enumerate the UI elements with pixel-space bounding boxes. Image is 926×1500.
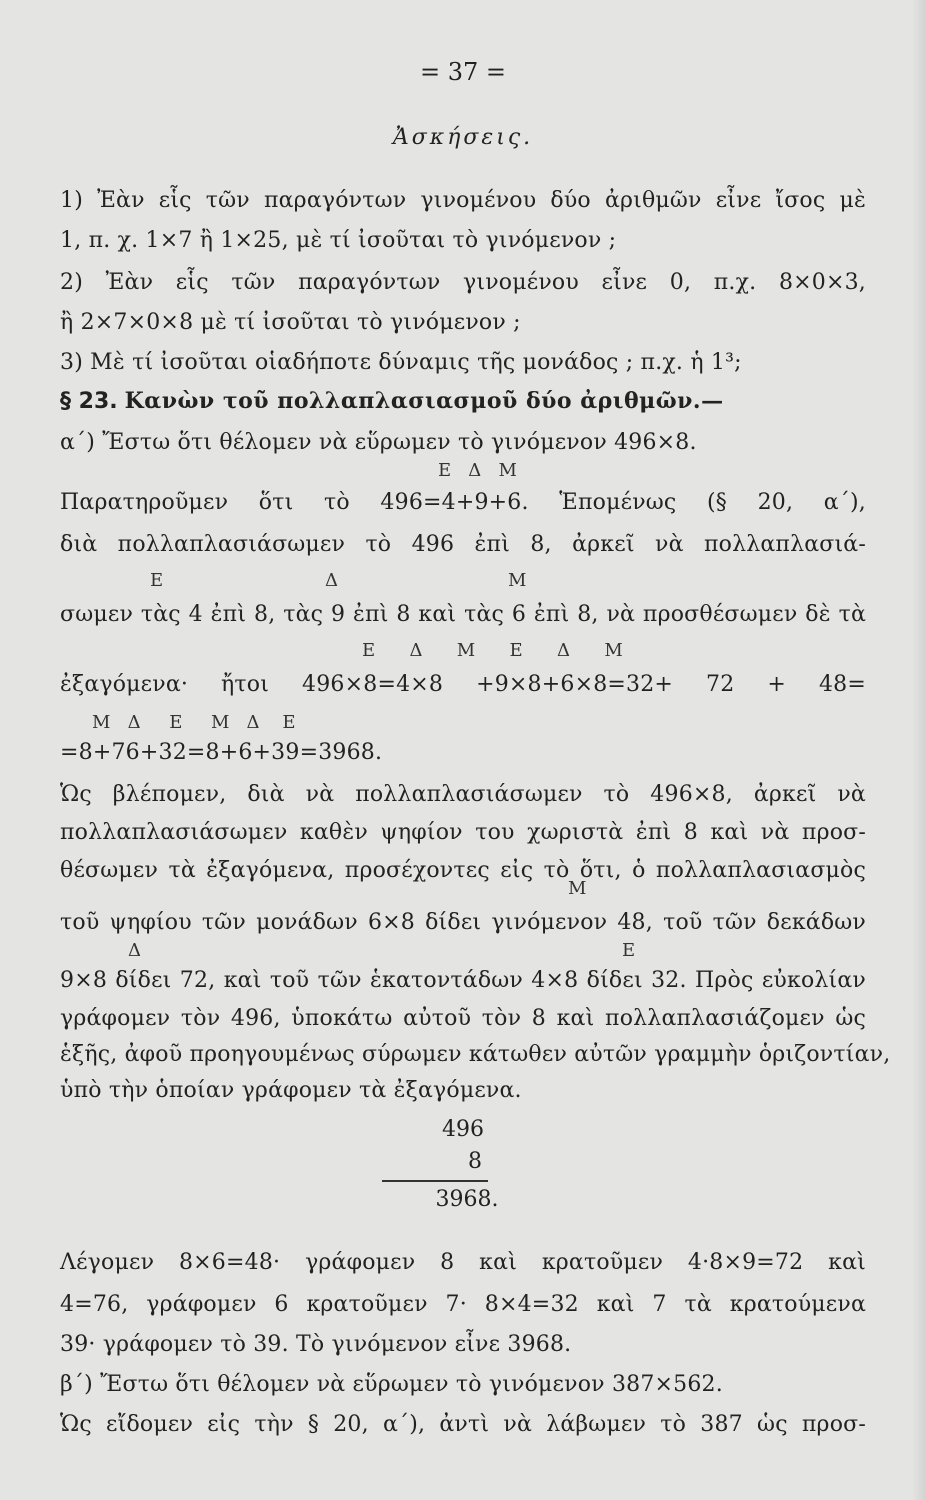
place-value-markers: Ε Δ Μ Ε Δ Μ — [362, 640, 623, 661]
place-value-marker: Ε — [150, 570, 164, 591]
body-line: Ὡς εἴδομεν εἰς τὴν § 20, α΄), ἀντὶ νὰ λάβωμεν τὸ 387 ὡς προσ- — [60, 1412, 866, 1437]
body-line: πολλαπλασιάσωμεν καθὲν ψηφίον του χωριστὰ ἐπὶ 8 καὶ νὰ προσ- — [60, 820, 866, 845]
body-line: θέσωμεν τὰ ἐξαγόμενα, προσέχοντες εἰς τὸ ὅτι, ὁ πολλαπλασιασμὸς — [60, 858, 866, 883]
body-line: ἑξῆς, ἀφοῦ προηγουμένως σύρωμεν κάτωθεν αὐτῶν γραμμὴν ὁριζοντίαν, — [60, 1042, 891, 1067]
place-value-marker: Μ — [508, 570, 527, 591]
section-title: Κανὼν τοῦ πολλαπλασιασμοῦ δύο ἀριθμῶν.— — [124, 388, 724, 414]
body-line: διὰ πολλαπλασιάσωμεν τὸ 496 ἐπὶ 8, ἀρκεῖ νὰ πολλαπλασιά- — [60, 532, 866, 557]
body-line: Παρατηροῦμεν ὅτι τὸ 496=4+9+6. Ἑπομένως (§ 20, α΄), — [60, 490, 866, 515]
place-value-marker: Ε — [622, 940, 636, 961]
body-line: 39· γράφομεν τὸ 39. Τὸ γινόμενον εἶνε 3968. — [60, 1332, 572, 1357]
body-line: Λέγομεν 8×6=48· γράφομεν 8 καὶ κρατοῦμεν 4·8×9=72 καὶ — [60, 1250, 866, 1275]
calc-product: 3968. — [435, 1187, 499, 1212]
calc-multiplier: 8 — [468, 1149, 482, 1174]
place-value-markers: Ε Δ Μ — [438, 460, 517, 481]
exercises-heading: Ἀσκήσεις. — [392, 125, 534, 150]
body-line: α΄) Ἔστω ὅτι θέλομεν νὰ εὕρωμεν τὸ γινόμενον 496×8. — [60, 430, 697, 455]
body-line: 4=76, γράφομεν 6 κρατοῦμεν 7· 8×4=32 καὶ 7 τὰ κρατούμενα — [60, 1292, 866, 1317]
body-line: β΄) Ἔστω ὅτι θέλομεν νὰ εὕρωμεν τὸ γινόμενον 387×562. — [60, 1372, 723, 1397]
place-value-marker: Δ — [128, 940, 141, 961]
exercise-line: ἢ 2×7×0×8 μὲ τί ἰσοῦται τὸ γινόμενον ; — [60, 310, 521, 335]
exercise-line: 1) Ἐὰν εἷς τῶν παραγόντων γινομένου δύο ἀριθμῶν εἶνε ἴσος μὲ — [60, 188, 866, 213]
place-value-marker: Δ — [325, 570, 338, 591]
body-line: ὑπὸ τὴν ὁποίαν γράφομεν τὰ ἐξαγόμενα. — [60, 1078, 522, 1103]
body-line: σωμεν τὰς 4 ἐπὶ 8, τὰς 9 ἐπὶ 8 καὶ τὰς 6 ἐπὶ 8, νὰ προσθέσωμεν δὲ τὰ — [60, 602, 866, 627]
exercise-line: 1, π. χ. 1×7 ἢ 1×25, μὲ τί ἰσοῦται τὸ γινόμενον ; — [60, 228, 617, 253]
place-value-markers: Μ Δ Ε Μ Δ Ε — [92, 712, 296, 733]
calc-multiplicand: 496 — [442, 1117, 484, 1142]
exercise-line: 3) Μὲ τί ἰσοῦται οἱαδήποτε δύναμις τῆς μονάδος ; π.χ. ἡ 1³; — [60, 350, 742, 375]
section-heading — [60, 388, 724, 414]
page-number: = 37 = — [419, 58, 506, 86]
section-number: § 23. — [60, 389, 118, 414]
page-edge-shadow — [912, 0, 926, 1500]
body-line: 9×8 δίδει 72, καὶ τοῦ τῶν ἑκατοντάδων 4×8 δίδει 32. Πρὸς εὐκολίαν — [60, 968, 866, 993]
place-value-marker: Μ — [568, 878, 587, 899]
body-line: Ὡς βλέπομεν, διὰ νὰ πολλαπλασιάσωμεν τὸ 496×8, ἀρκεῖ νὰ — [60, 782, 866, 807]
body-line: γράφομεν τὸν 496, ὑποκάτω αὐτοῦ τὸν 8 καὶ πολλαπλασιάζομεν ὡς — [60, 1006, 866, 1031]
calc-rule — [382, 1180, 488, 1182]
exercise-line: 2) Ἐὰν εἷς τῶν παραγόντων γινομένου εἶνε 0, π.χ. 8×0×3, — [60, 270, 866, 295]
body-line: τοῦ ψηφίου τῶν μονάδων 6×8 δίδει γινόμενον 48, τοῦ τῶν δεκάδων — [60, 910, 866, 935]
body-line: ἐξαγόμενα· ἤτοι 496×8=4×8 +9×8+6×8=32+ 72 + 48= — [60, 672, 866, 697]
body-line: =8+76+32=8+6+39=3968. — [60, 740, 383, 765]
